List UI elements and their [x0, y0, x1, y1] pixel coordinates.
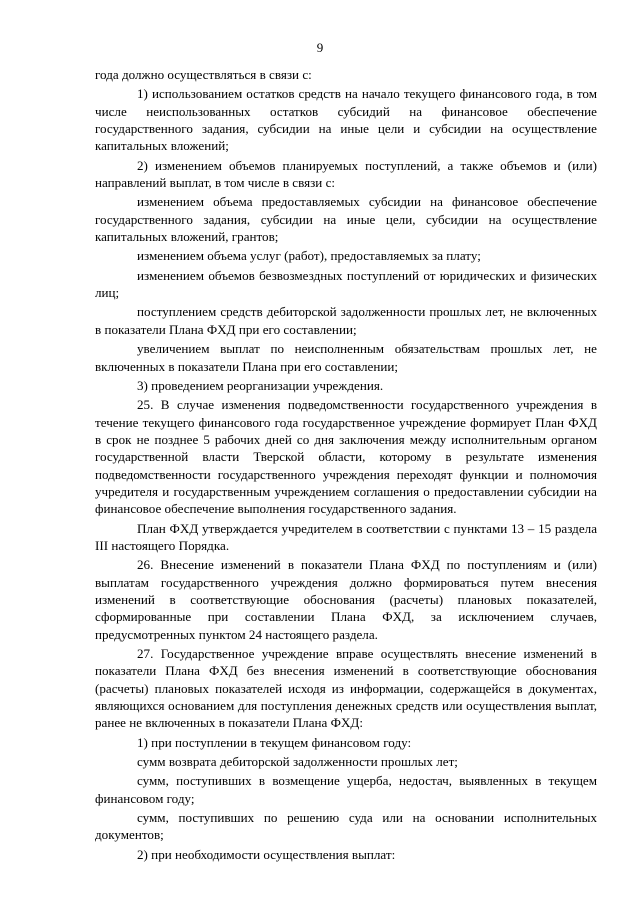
- paragraph-subitem: поступлением средств дебиторской задолженности прошлых лет, не включенных в показатели Плана ФХД при его составлении;: [95, 304, 597, 337]
- paragraph-item-1: 1) использованием остатков средств на начало текущего финансового года, в том числе неиспользованных остатков субсидий на финансовое обеспечение государственного задания, субсидии на иные цели и субсидии на осуществление капитальных вложений;: [95, 86, 597, 154]
- page-number: 9: [316, 40, 324, 55]
- paragraph-item-3: 3) проведением реорганизации учреждения.: [137, 377, 384, 393]
- paragraph-subitem: увеличением выплат по неисполненным обязательствам прошлых лет, не включенных в показатели Плана при его составлении;: [95, 341, 597, 374]
- paragraph-clause-27-item-2: 2) при необходимости осуществления выплат:: [137, 846, 396, 862]
- paragraph-subitem: изменением объема предоставляемых субсидии на финансовое обеспечение государственного задания, субсидии на иные цели, субсидии на осуществление капитальных вложений, грантов;: [95, 194, 597, 245]
- paragraph-clause-27: 27. Государственное учреждение вправе осуществлять внесение изменений в показатели Плана ФХД без внесения изменений в соответствующие обоснования (расчеты) плановых показателей исходя из информации, содержащейся в документах, являющихся основанием для поступления денежных средств или осуществления выплат, ранее не включенных в показатели Плана ФХД:: [95, 646, 597, 731]
- paragraph-clause-25-approval: План ФХД утверждается учредителем в соответствии с пунктами 13 – 15 раздела III настоящего Порядка.: [95, 520, 597, 553]
- document-body: [95, 66, 597, 863]
- paragraph-subitem: сумм, поступивших по решению суда или на основании исполнительных документов;: [95, 810, 597, 843]
- paragraph-subitem: изменением объемов безвозмездных поступлений от юридических и физических лиц;: [95, 267, 597, 301]
- paragraph-clause-26: 26. Внесение изменений в показатели Плана ФХД по поступлениям и (или) выплатам государственного учреждения должно формироваться путем внесения изменений в соответствующие обоснования (расчеты) плановых показателей, сформированные при составлении Плана ФХД, за исключением случаев, предусмотренных пунктом 24 настоящего раздела.: [95, 557, 597, 642]
- paragraph-subitem: сумм возврата дебиторской задолженности прошлых лет;: [137, 754, 458, 770]
- paragraph-continuation: года должно осуществляться в связи с:: [95, 67, 312, 82]
- paragraph-item-2: 2) изменением объемов планируемых поступлений, а также объемов и (или) направлений выплат, в том числе в связи с:: [95, 157, 597, 191]
- paragraph-clause-27-item-1: 1) при поступлении в текущем финансовом году:: [137, 734, 412, 750]
- paragraph-subitem: изменением объема услуг (работ), предоставляемых за плату;: [137, 248, 481, 264]
- paragraph-clause-25: 25. В случае изменения подведомственности государственного учреждения в течение текущего финансового года государственное учреждение формирует План ФХД в срок не позднее 5 рабочих дней со дня заключения между исполнительным органом государственной власти Тверской области, которому в результате изменения подведомственности государственного учреждения переходят функции и полномочия учредителя и государственным учреждением соглашения о предоставлении субсидии на финансовое обеспечение выполнения государственного задания.: [95, 397, 597, 517]
- paragraph-subitem: сумм, поступивших в возмещение ущерба, недостач, выявленных в текущем финансовом году;: [95, 773, 597, 806]
